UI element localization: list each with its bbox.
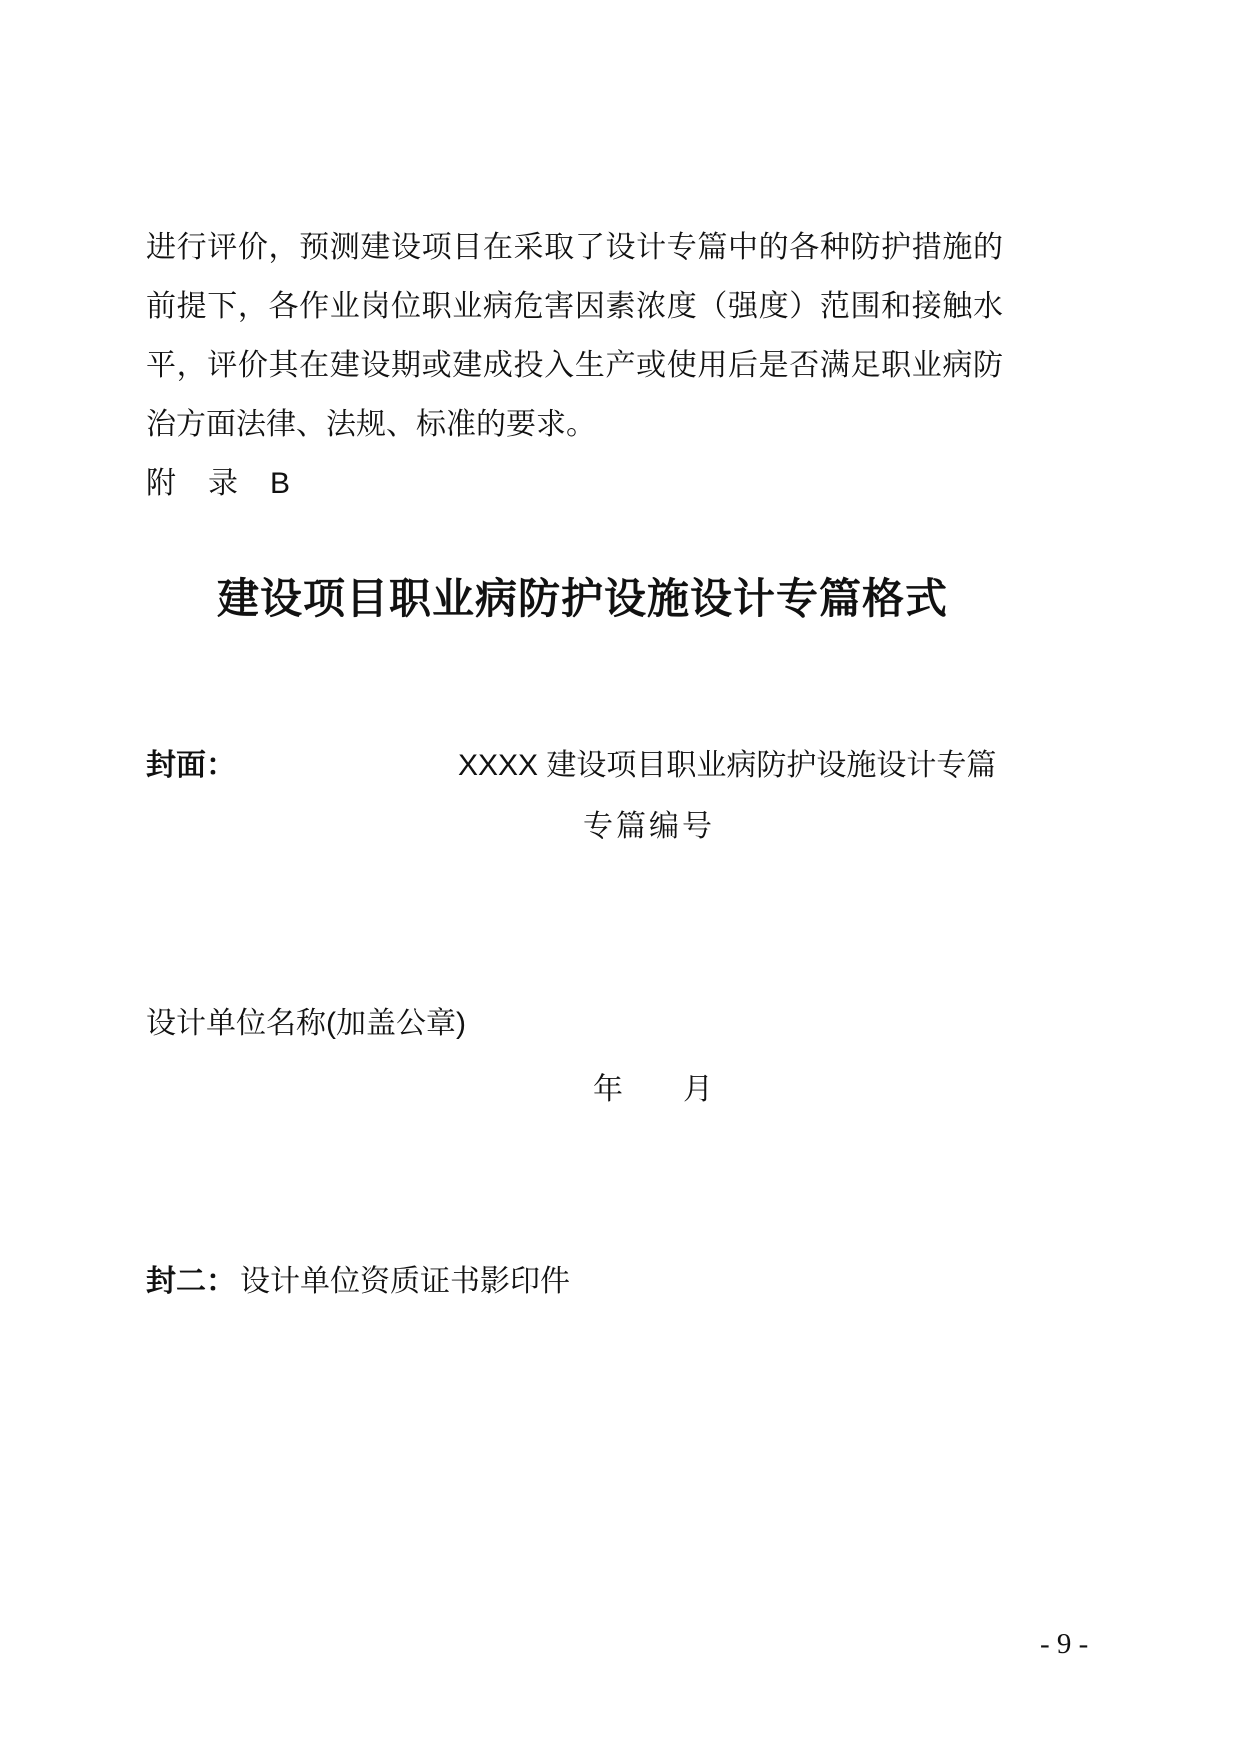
cover2-section-label: 封二： (146, 1265, 236, 1298)
appendix-title: 建设项目职业病防护设施设计专篇格式 (216, 575, 948, 622)
cover-document-number: 专篇编号 (583, 810, 715, 843)
cover-date-line: 年 月 (593, 1073, 713, 1106)
cover-project-title: XXXX 建设项目职业病防护设施设计专篇 (458, 749, 997, 782)
cover2-section-line (146, 1256, 570, 1300)
page-number: - 9 - (1040, 1628, 1089, 1660)
paragraph-line: 前提下，各作业岗位职业病危害因素浓度（强度）范围和接触水 (146, 290, 1003, 323)
cover-section-label: 封面： (146, 749, 236, 782)
design-unit-line: 设计单位名称(加盖公章) (146, 1007, 466, 1040)
paragraph-line: 平，评价其在建设期或建成投入生产或使用后是否满足职业病防 (146, 349, 1003, 382)
body-paragraph (146, 218, 1003, 513)
appendix-label: 附 录 B (146, 467, 292, 500)
cover2-text: 设计单位资质证书影印件 (240, 1265, 570, 1298)
paragraph-line: 治方面法律、法规、标准的要求。 (146, 408, 596, 441)
paragraph-line: 进行评价，预测建设项目在采取了设计专篇中的各种防护措施的 (146, 231, 1003, 264)
cover-section-line (146, 740, 996, 784)
